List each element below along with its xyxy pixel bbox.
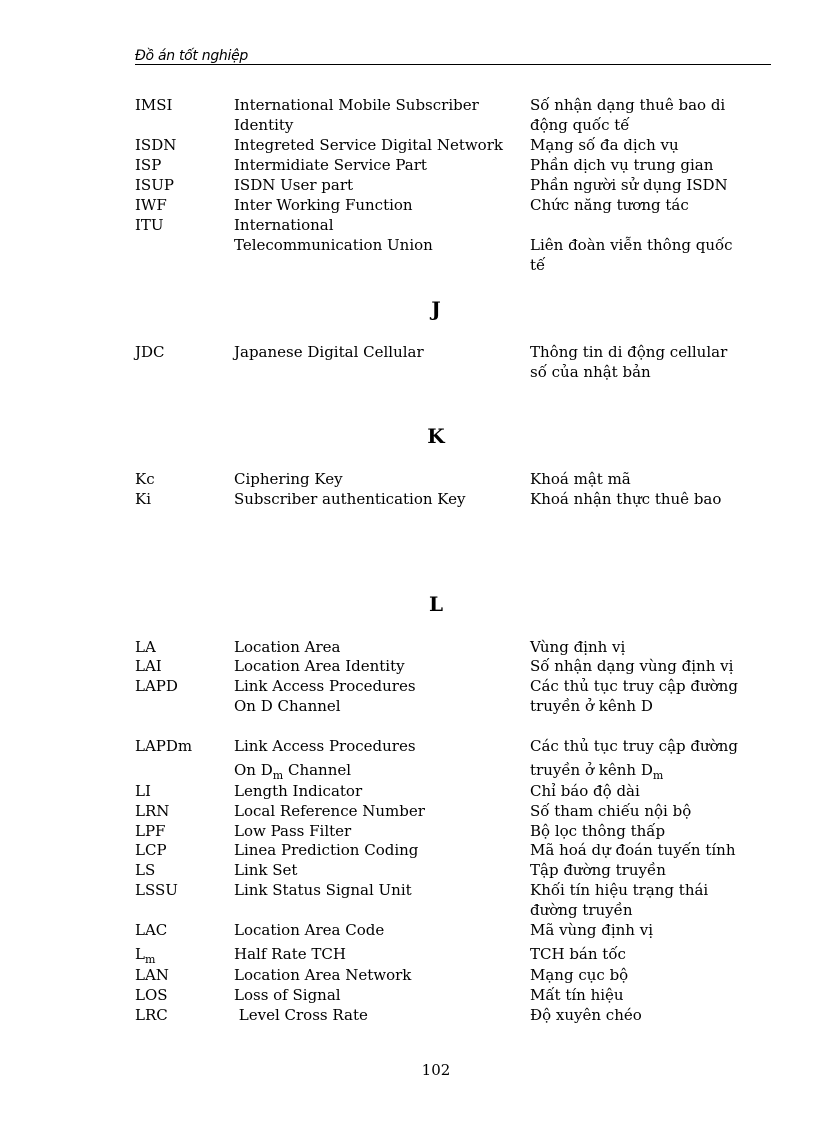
abbreviation: LAI [135,657,162,675]
full-term: Location Area Network [234,966,412,984]
vietnamese-meaning-cont: đường truyền [530,901,633,919]
full-term: Location Area Code [234,921,385,939]
abbreviation: LAC [135,921,168,939]
page-number: 102 [421,1061,451,1079]
full-term: Local Reference Number [234,802,425,820]
vietnamese-meaning: Số nhận dạng vùng định vị [530,657,734,675]
vietnamese-meaning: Mạng cục bộ [530,966,629,984]
abbreviation: LAPDm [135,737,193,755]
vietnamese-meaning: Chức năng tương tác [530,196,689,214]
abbreviation: LRC [135,1006,168,1024]
full-term-cont: Telecommunication Union [234,236,433,254]
vietnamese-meaning-cont: động quốc tế [530,116,630,134]
full-term: Link Access Procedures [234,737,416,755]
vietnamese-meaning-cont: số của nhật bản [530,363,651,381]
vietnamese-meaning: Các thủ tục truy cập đường [530,737,738,755]
full-term: Ciphering Key [234,470,343,488]
vietnamese-meaning: Số tham chiếu nội bộ [530,802,692,820]
vietnamese-meaning: Khối tín hiệu trạng thái [530,881,709,899]
full-term: Low Pass Filter [234,822,352,840]
full-term: Location Area Identity [234,657,405,675]
full-term: Link Set [234,861,298,879]
vietnamese-meaning: Chỉ báo độ dài [530,782,640,800]
abbreviation: Ki [135,490,152,508]
abbreviation: IWF [135,196,167,214]
header-title: Đồ án tốt nghiệp [135,48,248,64]
vietnamese-meaning: Bộ lọc thông thấp [530,822,666,840]
full-term: International [234,216,334,234]
abbreviation: ITU [135,216,164,234]
vietnamese-meaning: Khoá nhận thực thuê bao [530,490,722,508]
full-term: Integreted Service Digital Network [234,136,503,154]
vietnamese-meaning: Phần dịch vụ trung gian [530,156,714,174]
section-heading-k: K [427,424,445,448]
abbreviation: LAN [135,966,169,984]
vietnamese-meaning: Các thủ tục truy cập đường [530,677,738,695]
abbreviation: ISDN [135,136,177,154]
full-term: International Mobile Subscriber [234,96,479,114]
vietnamese-meaning: Mã vùng định vị [530,921,653,939]
abbreviation: LI [135,782,151,800]
vietnamese-meaning: Thông tin di động cellular [530,343,728,361]
full-term-cont: On $D_m$ Channel [234,761,352,782]
full-term: Link Status Signal Unit [234,881,412,899]
full-term-cont: Identity [234,116,294,134]
full-term: Half Rate TCH [234,945,346,963]
abbreviation: LCP [135,841,167,859]
vietnamese-meaning: Vùng định vị [530,638,626,656]
abbreviation: LS [135,861,156,879]
abbreviation: LAPD [135,677,178,695]
full-term: Intermidiate Service Part [234,156,427,174]
vietnamese-meaning: Mạng số đa dịch vụ [530,136,679,154]
abbreviation: LSSU [135,881,178,899]
vietnamese-meaning: TCH bán tốc [530,945,626,963]
full-term: Loss of Signal [234,986,341,1004]
section-heading-l: L [428,592,444,616]
section-heading-j: J [431,297,441,321]
full-term: Inter Working Function [234,196,413,214]
vietnamese-meaning: Mất tín hiệu [530,986,624,1004]
vietnamese-meaning-cont: tế [530,256,546,274]
vietnamese-meaning: Mã hoá dự đoán tuyến tính [530,841,736,859]
full-term: Link Access Procedures [234,677,416,695]
vietnamese-meaning: Phần người sử dụng ISDN [530,176,728,194]
abbreviation: LA [135,638,156,656]
full-term: Linea Prediction Coding [234,841,419,859]
full-term: Length Indicator [234,782,363,800]
full-term-cont: On D Channel [234,697,341,715]
vietnamese-meaning-cont: truyền ở kênh $D_m$ [530,761,664,782]
abbreviation: JDC [135,343,165,361]
abbreviation: ISUP [135,176,174,194]
full-term: Japanese Digital Cellular [234,343,424,361]
vietnamese-meaning: Độ xuyên chéo [530,1006,642,1024]
abbreviation: Kc [135,470,155,488]
full-term: Level Cross Rate [234,1006,368,1024]
full-term: Subscriber authentication Key [234,490,466,508]
abbreviation: $L_m$ [135,945,156,966]
vietnamese-meaning: Khoá mật mã [530,470,631,488]
abbreviation: LRN [135,802,170,820]
vietnamese-meaning: Số nhận dạng thuê bao di [530,96,726,114]
abbreviation: LOS [135,986,168,1004]
full-term: ISDN User part [234,176,354,194]
vietnamese-meaning: Liên đoàn viễn thông quốc [530,236,733,254]
page-header [135,48,771,65]
vietnamese-meaning: Tập đường truyền [530,861,666,879]
full-term: Location Area [234,638,341,656]
abbreviation: IMSI [135,96,173,114]
abbreviation: LPF [135,822,166,840]
vietnamese-meaning-cont: truyền ở kênh D [530,697,653,715]
abbreviation: ISP [135,156,162,174]
